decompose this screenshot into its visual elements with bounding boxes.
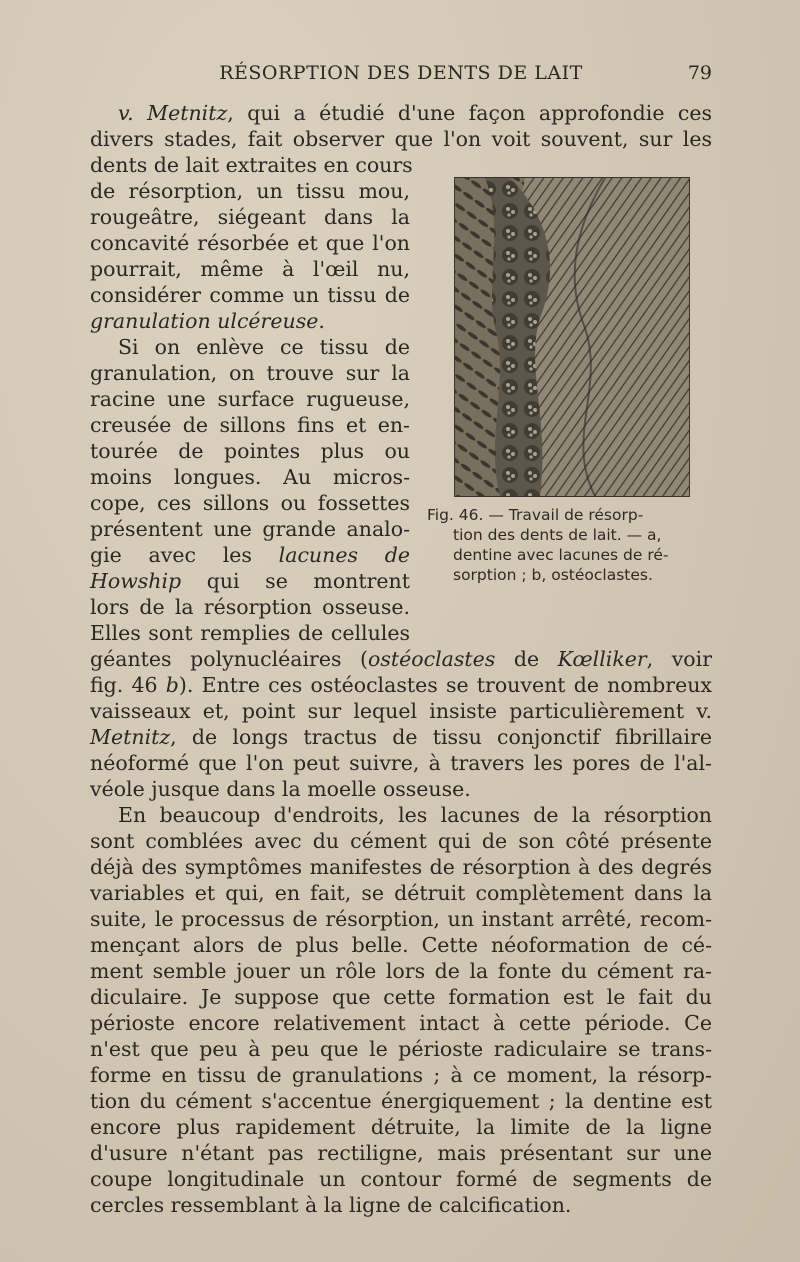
text-line: mençant alors de plus belle. Cette néoformation de cé-: [90, 933, 712, 957]
text-line: considérer comme un tissu de: [90, 283, 410, 307]
caption-line: tion des dents de lait. — a,: [453, 526, 662, 544]
text-line: granulation, on trouve sur la: [90, 361, 410, 385]
text-line: forme en tissu de granulations ; à ce moment, la résorp-: [90, 1063, 712, 1087]
text-line: creusée de sillons fins et en-: [90, 413, 410, 437]
text-line: dents de lait extraites en cours: [90, 153, 413, 177]
text-line: périoste encore relativement intact à cette période. Ce: [90, 1011, 712, 1035]
text-line: diculaire. Je suppose que cette formation est le fait du: [90, 985, 712, 1009]
text-line: de résorption, un tissu mou,: [90, 179, 410, 203]
text-line: Howship qui se montrent: [90, 569, 410, 593]
text-line: lors de la résorption osseuse.: [90, 595, 410, 619]
text-line: néoformé que l'on peut suivre, à travers les pores de l'al-: [90, 751, 712, 775]
page-number: 79: [687, 62, 712, 84]
text-line: pourrait, même à l'œil nu,: [90, 257, 410, 281]
page-header: [90, 62, 712, 92]
caption-line: Fig. 46. — Travail de résorp-: [427, 506, 644, 524]
text-line: cercles ressemblant à la ligne de calcification.: [90, 1193, 572, 1217]
text-line: gie avec les lacunes de: [90, 543, 410, 567]
text-line: En beaucoup d'endroits, les lacunes de la résorption: [118, 803, 712, 827]
text-line: véole jusque dans la moelle osseuse.: [90, 777, 471, 801]
caption-line: dentine avec lacunes de ré-: [453, 546, 669, 564]
text-line: cope, ces sillons ou fossettes: [90, 491, 410, 515]
text-line: tion du cément s'accentue énergiquement ; la dentine est: [90, 1089, 712, 1113]
text-line: n'est que peu à peu que le périoste radiculaire se trans-: [90, 1037, 712, 1061]
text-line: granulation ulcéreuse.: [90, 309, 325, 333]
text-line: encore plus rapidement détruite, la limite de la ligne: [90, 1115, 712, 1139]
text-line: ment semble jouer un rôle lors de la fonte du cément ra-: [90, 959, 712, 983]
text-line: géantes polynucléaires (ostéoclastes de Kœlliker, voir: [90, 647, 712, 671]
text-line: vaisseaux et, point sur lequel insiste particulièrement v.: [90, 699, 712, 723]
figure-caption: [427, 505, 717, 585]
caption-line: sorption ; b, ostéoclastes.: [453, 566, 653, 584]
text-line: déjà des symptômes manifestes de résorption à des degrés: [90, 855, 712, 879]
text-line: divers stades, fait observer que l'on voit souvent, sur les: [90, 127, 712, 151]
text-line: Elles sont remplies de cellules: [90, 621, 410, 645]
text-line: suite, le processus de résorption, un instant arrêté, recom-: [90, 907, 712, 931]
text-line: v. Metnitz, qui a étudié d'une façon approfondie ces: [118, 101, 713, 125]
text-line: moins longues. Au micros-: [90, 465, 410, 489]
text-line: concavité résorbée et que l'on: [90, 231, 410, 255]
text-line: coupe longitudinale un contour formé de segments de: [90, 1167, 712, 1191]
text-line: présentent une grande analo-: [90, 517, 410, 541]
text-line: Metnitz, de longs tractus de tissu conjonctif fibrillaire: [90, 725, 712, 749]
text-line: racine une surface rugueuse,: [90, 387, 410, 411]
text-line: tourée de pointes plus ou: [90, 439, 410, 463]
text-line: fig. 46 b). Entre ces ostéoclastes se trouvent de nombreux: [90, 673, 712, 697]
micrograph-image: [454, 177, 690, 497]
text-line: rougeâtre, siégeant dans la: [90, 205, 410, 229]
running-title: RÉSORPTION DES DENTS DE LAIT: [219, 62, 583, 84]
text-line: Si on enlève ce tissu de: [118, 335, 410, 359]
text-line: sont comblées avec du cément qui de son côté présente: [90, 829, 712, 853]
text-line: variables et qui, en fait, se détruit complètement dans la: [90, 881, 712, 905]
text-line: d'usure n'étant pas rectiligne, mais présentant sur une: [90, 1141, 712, 1165]
